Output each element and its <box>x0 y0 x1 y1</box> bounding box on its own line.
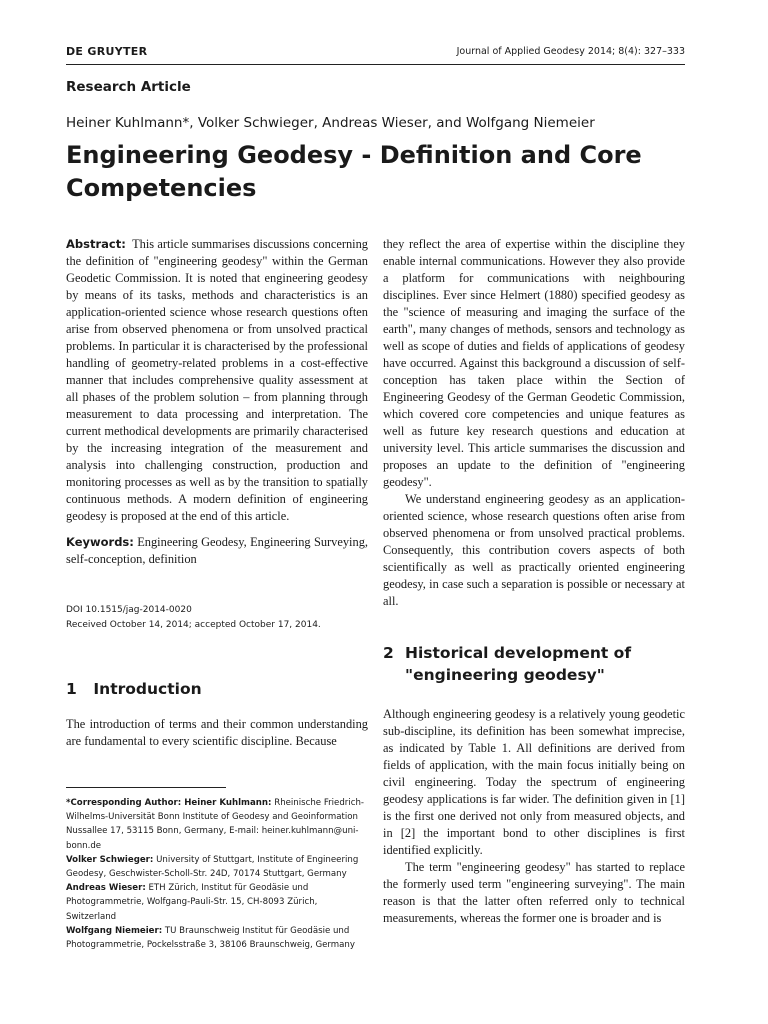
right-column <box>383 236 685 610</box>
footnote-text: ETH Zürich, Institut für Geodäsie und Photogrammetrie, Wolfgang-Pauli-Str. 15, CH-8093 Zürich, Switzerland <box>66 883 318 922</box>
section-2-paragraph-2: The term "engineering geodesy" has started to replace the formerly used term "engineering surveying". The main reason is that the latter often referred only to technical measurements, whereas the former one is broader and is <box>383 860 685 925</box>
footnote-name: Volker Schwieger: <box>66 854 154 865</box>
author-footnotes <box>66 796 368 952</box>
header-rule <box>66 64 685 65</box>
journal-reference: Journal of Applied Geodesy 2014; 8(4): 327–333 <box>456 46 685 57</box>
footnote-corresponding-author <box>66 796 368 853</box>
publisher-name: DE GRUYTER <box>66 45 148 58</box>
section-1-number: 1 <box>66 680 77 698</box>
keywords-text: Engineering Geodesy, Engineering Surveying, self-conception, definition <box>66 535 368 566</box>
section-1-title: Introduction <box>93 680 202 698</box>
section-1-paragraph: The introduction of terms and their common understanding are fundamental to every scientific discipline. Because <box>66 717 368 748</box>
section-1-heading <box>66 678 202 700</box>
section-2-title-line1: Historical development of <box>405 644 632 662</box>
article-type: Research Article <box>66 79 191 95</box>
intro-continued-paragraph: they reflect the area of expertise within the discipline they enable internal communications. However they also provide a platform for communications with neighbouring disciplines. Ever since Helmert (1880) specified geodesy as the "science of measuring and imaging the surface of the earth", many changes of methods, sensors and technology as well as scope of duties and fields of applications of geodesy have occurred. Against this background a discussion of self-conception has taken place within the Section of Engineering Geodesy of the German Geodetic Commission, which covered core competencies and unique features as well as future key research questions and education at university level. This article summarises the discussion and proposes an update to the definition of "engineering geodesy". <box>383 237 685 489</box>
author-list: Heiner Kuhlmann*, Volker Schwieger, Andreas Wieser, and Wolfgang Niemeier <box>66 115 595 131</box>
left-column <box>66 236 368 568</box>
footnote-author <box>66 881 368 924</box>
section-2-paragraph-1: Although engineering geodesy is a relatively young geodetic sub-discipline, its definition has been somewhat imprecise, as indicated by Table 1. All definitions are derived from fields of application, with the main focus initially being on civil engineering. Today the spectrum of engineering geodesy applications is far wider. The definition given in [1] is the first one derived not only from measured objects, and in [2] the important bond to other disciplines is first identified explicitly. <box>383 707 685 857</box>
footnote-name: Andreas Wieser: <box>66 883 146 894</box>
footnote-text: Rheinische Friedrich-Wilhelms-Universität Bonn Institute of Geodesy and Geoinformation Nussallee 17, 53115 Bonn, Germany, E-mail: heiner.kuhlmann@uni-bonn.de <box>66 798 364 851</box>
footnote-author <box>66 853 368 881</box>
footnote-author <box>66 924 368 952</box>
keywords-label: Keywords: <box>66 535 134 549</box>
doi-block <box>66 603 321 633</box>
keywords <box>66 534 368 568</box>
article-title: Engineering Geodesy - Definition and Core Competencies <box>66 141 642 202</box>
abstract <box>66 236 368 525</box>
section-2-number: 2 <box>383 644 394 662</box>
footnote-text: University of Stuttgart, Institute of Engineering Geodesy, Geschwister-Scholl-Str. 24D, 70174 Stuttgart, Germany <box>66 854 359 880</box>
section-2-body <box>383 706 685 927</box>
footnote-name: *Corresponding Author: Heiner Kuhlmann: <box>66 798 272 808</box>
section-2-title-line2: "engineering geodesy" <box>405 666 605 684</box>
section-2-heading <box>383 642 685 686</box>
abstract-label: Abstract: <box>66 237 126 251</box>
intro-paragraph-2: We understand engineering geodesy as an application-oriented science, whose research questions often arise from observed phenomena or from unsolved practical problems. Consequently, this contribution covers aspects of both scientifically as well as practically oriented engineering geodesy, in case such a separation is possible or necessary at all. <box>383 492 685 608</box>
doi-link[interactable]: DOI 10.1515/jag-2014-0020 <box>66 605 192 615</box>
received-dates: Received October 14, 2014; accepted October 17, 2014. <box>66 620 321 630</box>
footnote-rule <box>66 787 226 788</box>
footnote-text: TU Braunschweig Institut für Geodäsie und Photogrammetrie, Pockelsstraße 3, 38106 Braunschweig, Germany <box>66 925 355 951</box>
abstract-text: This article summarises discussions concerning the definition of "engineering geodesy" within the German Geodetic Commission. It is noted that engineering geodesy by means of its tasks, methods and characteristics is an application-oriented science whose research questions often arise from observed phenomena or from unsolved practical problems. In particular it is characterised by the professional handling of geometry-related problems in a cost-effective manner that includes comprehensive quality assessment at all phases of the problem solution – from planning through measurement to data processing and interpretation. The current methodical developments are primarily characterised by the increasing integration of the measurement and analysis into challenging construction, production and monitoring processes as well as by the transition to spatially continuous methods. A modern definition of engineering geodesy is proposed at the end of this article. <box>66 237 368 523</box>
footnote-name: Wolfgang Niemeier: <box>66 925 163 936</box>
